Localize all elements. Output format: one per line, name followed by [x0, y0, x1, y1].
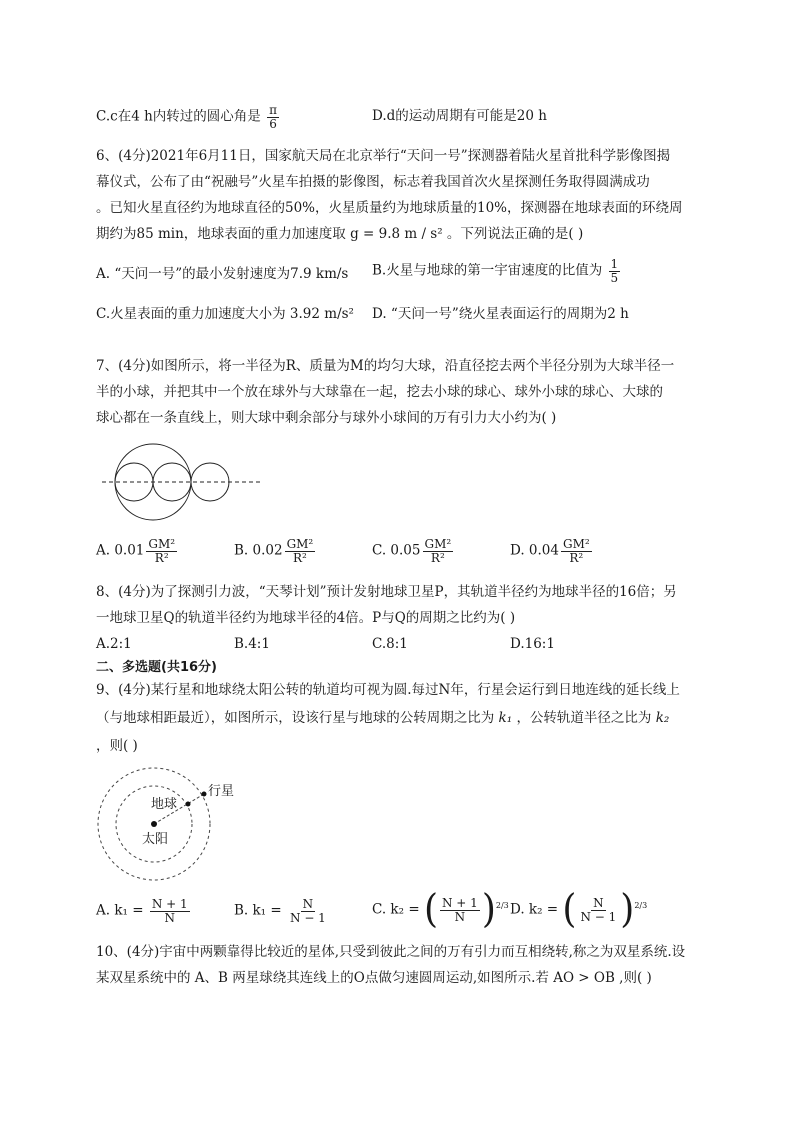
q9-option-a — [96, 898, 192, 924]
fraction-numerator: 1 — [610, 257, 619, 271]
q8-option-b: B.4:1 — [234, 636, 270, 652]
q9-line-2-text-a: （与地球相距最近），如图所示，设该行星与地球的公转周期之比为 — [96, 710, 495, 726]
q7-option-b — [234, 538, 317, 564]
q7-line-2: 半的小球，并把其中一个放在球外与大球靠在一起，挖去小球的球心、球外小球的球心、大球的 — [96, 384, 663, 400]
fraction-numerator: π — [269, 103, 277, 117]
q9-orbit-figure — [96, 766, 235, 881]
q5-option-d: D.d的运动周期有可能是20 h — [372, 108, 547, 124]
option-label: C. 0.05 — [372, 542, 421, 559]
orbit-diagram — [96, 766, 216, 881]
fraction-denominator: 6 — [269, 116, 277, 131]
option-label: B. 0.02 — [234, 542, 283, 559]
option-lhs: C. k₂ = — [372, 901, 420, 918]
fraction-numerator: GM² — [148, 537, 176, 551]
symbol-k2: k₂ — [655, 710, 670, 726]
fraction-denominator: N − 1 — [580, 909, 617, 924]
q7-line-3: 球心都在一条直线上，则大球中剩余部分与球外小球间的万有引力大小约为( ) — [96, 410, 557, 426]
fraction-denominator: N − 1 — [290, 910, 326, 925]
q9-option-b — [234, 898, 330, 924]
q9-option-d — [510, 886, 648, 932]
right-paren: ) — [620, 886, 635, 932]
fraction-denominator: N — [164, 910, 175, 925]
q8-option-c: C.8:1 — [372, 636, 408, 652]
option-fraction — [423, 538, 454, 564]
q6-option-c: C.火星表面的重力加速度大小为 3.92 m/s² — [96, 306, 354, 322]
fraction-numerator: GM² — [562, 537, 590, 551]
option-fraction — [578, 897, 618, 923]
option-fraction — [288, 898, 328, 924]
fraction-denominator: R² — [292, 550, 307, 565]
earth-dot — [186, 802, 191, 807]
q6-option-b-text: B.火星与地球的第一宇宙速度的比值为 — [372, 262, 603, 279]
option-lhs: A. k₁ = — [96, 902, 144, 919]
q5-option-c-fraction — [267, 104, 279, 130]
q9-line-2 — [96, 708, 669, 728]
exponent: 2/3 — [634, 901, 648, 910]
fraction-denominator: 5 — [610, 270, 619, 285]
q10-line-2: 某双星系统中的 A、B 两星球绕其连线上的O点做匀速圆周运动,如图所示.若 AO > OB ,则( ) — [96, 970, 652, 986]
q5-option-c-text: C.c在4 h内转过的圆心角是 — [96, 108, 261, 125]
q9-line-1: 9、(4分)某行星和地球绕太阳公转的轨道均可视为圆.每过N年，行星会运行到日地连线的延长线上 — [96, 682, 680, 698]
fraction-numerator: N — [302, 897, 314, 911]
left-paren: ( — [423, 886, 438, 932]
q6-option-b-fraction — [609, 258, 621, 284]
label-earth: 地球 — [151, 797, 178, 812]
q8-option-d: D.16:1 — [510, 636, 555, 652]
q10-line-1: 10、(4分)宇宙中两颗靠得比较近的星体,只受到彼此之间的万有引力而互相绕转,称之为双星系统.设 — [96, 944, 686, 960]
fraction-numerator: N + 1 — [441, 895, 478, 910]
q7-spheres-figure — [100, 440, 265, 525]
fraction-denominator: N — [454, 909, 466, 924]
q6-line-1: 6、(4分)2021年6月11日，国家航天局在北京举行“天问一号”探测器着陆火星首批科学影像图揭 — [96, 148, 671, 164]
fraction-numerator: GM² — [286, 537, 314, 551]
fraction-denominator: R² — [154, 550, 169, 565]
fraction-numerator: GM² — [424, 537, 452, 551]
fraction-denominator: R² — [569, 550, 584, 565]
fraction-denominator: R² — [430, 550, 445, 565]
option-fraction — [440, 897, 480, 923]
fraction-numerator: N + 1 — [151, 897, 188, 911]
option-lhs: D. k₂ = — [510, 901, 559, 918]
q8-line-1: 8、(4分)为了探测引力波，“天琴计划”预计发射地球卫星P，其轨道半径约为地球半径的16倍；另 — [96, 584, 677, 600]
q9-line-3: ，则( ) — [96, 738, 138, 754]
planet-dot — [202, 792, 207, 797]
q8-option-a: A.2:1 — [96, 636, 132, 652]
q9-line-2-text-b: ，公转轨道半径之比为 — [516, 710, 652, 726]
q6-line-4: 期约为85 min，地球表面的重力加速度取 g = 9.8 m / s² 。下列说法正确的是( ) — [96, 226, 584, 242]
parenthesized-fraction — [423, 886, 496, 932]
option-label: D. 0.04 — [510, 542, 559, 559]
right-paren: ) — [481, 886, 496, 932]
label-planet: 行星 — [208, 784, 235, 799]
section-heading-multiple-choice: 二、多选题(共16分) — [96, 660, 217, 675]
q6-option-d: D. “天问一号”绕火星表面运行的周期为2 h — [372, 306, 629, 322]
q6-line-2: 幕仪式，公布了由“祝融号”火星车拍摄的影像图，标志着我国首次火星探测任务取得圆满成功 — [96, 174, 650, 190]
option-lhs: B. k₁ = — [234, 902, 282, 919]
option-fraction — [561, 538, 592, 564]
q6-option-b — [372, 258, 622, 284]
option-fraction — [146, 538, 177, 564]
q7-option-a — [96, 538, 179, 564]
option-fraction — [150, 898, 190, 924]
parenthesized-fraction — [562, 886, 635, 932]
q6-option-a: A. “天问一号”的最小发射速度为7.9 km/s — [96, 266, 349, 282]
q6-line-3: 。已知火星直径约为地球直径的50%，火星质量约为地球质量的10%，探测器在地球表面的环绕周 — [96, 200, 683, 216]
label-sun: 太阳 — [142, 832, 169, 847]
q7-option-d — [510, 538, 594, 564]
exponent: 2/3 — [495, 901, 509, 910]
q7-line-1: 7、(4分)如图所示，将一半径为R、质量为M的均匀大球，沿直径挖去两个半径分别为大球半径一 — [96, 358, 675, 374]
option-fraction — [285, 538, 316, 564]
symbol-k1: k₁ — [498, 710, 513, 726]
sun-dot — [151, 821, 157, 827]
q9-option-c — [372, 886, 509, 932]
left-paren: ( — [562, 886, 577, 932]
q7-option-c — [372, 538, 455, 564]
q8-line-2: 一地球卫星Q的轨道半径约为地球半径的4倍。P与Q的周期之比约为( ) — [96, 610, 516, 626]
q5-option-c — [96, 104, 281, 130]
option-label: A. 0.01 — [96, 542, 145, 559]
fraction-numerator: N — [593, 895, 604, 910]
